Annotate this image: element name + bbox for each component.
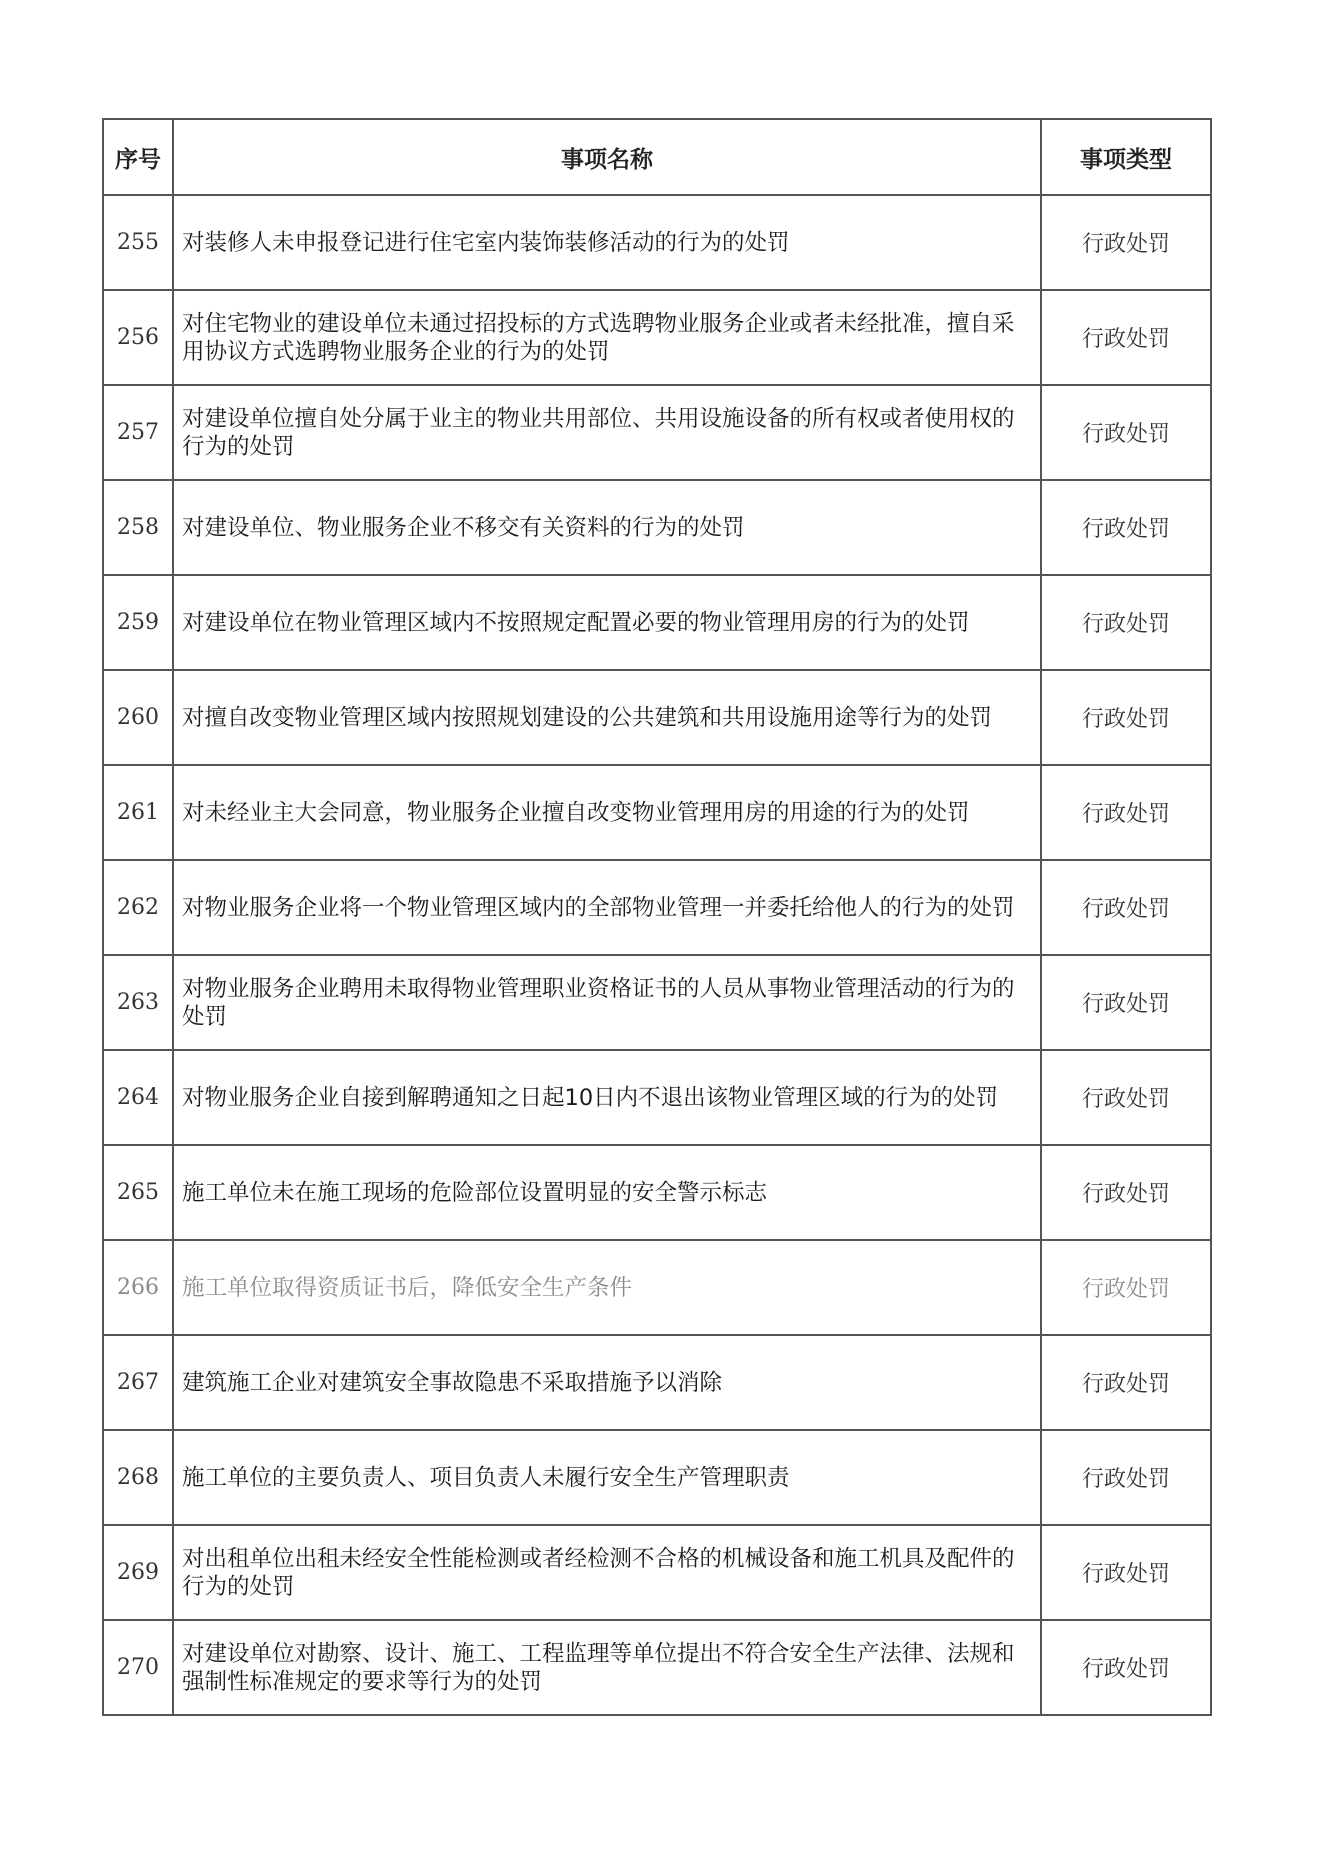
row-name: 对物业服务企业自接到解聘通知之日起10日内不退出该物业管理区域的行为的处罚 — [173, 1050, 1041, 1145]
header-type: 事项类型 — [1041, 119, 1211, 195]
table-row — [103, 1525, 1211, 1620]
table-row — [103, 1240, 1211, 1335]
row-no: 257 — [103, 385, 173, 480]
row-type: 行政处罚 — [1041, 1620, 1211, 1715]
row-no: 258 — [103, 480, 173, 575]
row-type: 行政处罚 — [1041, 290, 1211, 385]
row-name: 对物业服务企业将一个物业管理区域内的全部物业管理一并委托给他人的行为的处罚 — [173, 860, 1041, 955]
table-row — [103, 765, 1211, 860]
row-no: 269 — [103, 1525, 173, 1620]
row-name: 对物业服务企业聘用未取得物业管理职业资格证书的人员从事物业管理活动的行为的处罚 — [173, 955, 1041, 1050]
row-no: 263 — [103, 955, 173, 1050]
row-type: 行政处罚 — [1041, 860, 1211, 955]
table-row — [103, 1430, 1211, 1525]
row-name: 对住宅物业的建设单位未通过招投标的方式选聘物业服务企业或者未经批准，擅自采用协议方式选聘物业服务企业的行为的处罚 — [173, 290, 1041, 385]
table-row — [103, 955, 1211, 1050]
table-row — [103, 1335, 1211, 1430]
table-row — [103, 480, 1211, 575]
row-name: 建筑施工企业对建筑安全事故隐患不采取措施予以消除 — [173, 1335, 1041, 1430]
row-no: 255 — [103, 195, 173, 290]
table-row — [103, 290, 1211, 385]
row-no: 270 — [103, 1620, 173, 1715]
table-row — [103, 860, 1211, 955]
table-header-row — [103, 119, 1211, 195]
row-no: 264 — [103, 1050, 173, 1145]
row-name: 对未经业主大会同意，物业服务企业擅自改变物业管理用房的用途的行为的处罚 — [173, 765, 1041, 860]
row-type: 行政处罚 — [1041, 1430, 1211, 1525]
row-type: 行政处罚 — [1041, 1240, 1211, 1335]
row-name: 施工单位的主要负责人、项目负责人未履行安全生产管理职责 — [173, 1430, 1041, 1525]
table-row — [103, 1050, 1211, 1145]
row-name: 对建设单位擅自处分属于业主的物业共用部位、共用设施设备的所有权或者使用权的行为的处罚 — [173, 385, 1041, 480]
row-name: 对建设单位、物业服务企业不移交有关资料的行为的处罚 — [173, 480, 1041, 575]
row-no: 265 — [103, 1145, 173, 1240]
row-type: 行政处罚 — [1041, 1335, 1211, 1430]
row-type: 行政处罚 — [1041, 385, 1211, 480]
row-type: 行政处罚 — [1041, 195, 1211, 290]
table-row — [103, 385, 1211, 480]
row-no: 260 — [103, 670, 173, 765]
matters-table — [102, 118, 1212, 1716]
row-type: 行政处罚 — [1041, 480, 1211, 575]
row-name: 对出租单位出租未经安全性能检测或者经检测不合格的机械设备和施工机具及配件的行为的处罚 — [173, 1525, 1041, 1620]
row-no: 259 — [103, 575, 173, 670]
row-name: 对擅自改变物业管理区域内按照规划建设的公共建筑和共用设施用途等行为的处罚 — [173, 670, 1041, 765]
row-no: 266 — [103, 1240, 173, 1335]
row-no: 267 — [103, 1335, 173, 1430]
row-type: 行政处罚 — [1041, 1050, 1211, 1145]
document-page — [102, 118, 1210, 1716]
row-no: 262 — [103, 860, 173, 955]
row-name: 对建设单位对勘察、设计、施工、工程监理等单位提出不符合安全生产法律、法规和强制性标准规定的要求等行为的处罚 — [173, 1620, 1041, 1715]
row-type: 行政处罚 — [1041, 670, 1211, 765]
row-name: 对装修人未申报登记进行住宅室内装饰装修活动的行为的处罚 — [173, 195, 1041, 290]
header-no: 序号 — [103, 119, 173, 195]
table-row — [103, 195, 1211, 290]
row-type: 行政处罚 — [1041, 1525, 1211, 1620]
row-no: 268 — [103, 1430, 173, 1525]
row-name: 对建设单位在物业管理区域内不按照规定配置必要的物业管理用房的行为的处罚 — [173, 575, 1041, 670]
table-row — [103, 670, 1211, 765]
row-name: 施工单位未在施工现场的危险部位设置明显的安全警示标志 — [173, 1145, 1041, 1240]
row-type: 行政处罚 — [1041, 575, 1211, 670]
table-row — [103, 1145, 1211, 1240]
row-no: 261 — [103, 765, 173, 860]
row-name: 施工单位取得资质证书后，降低安全生产条件 — [173, 1240, 1041, 1335]
table-row — [103, 1620, 1211, 1715]
header-name: 事项名称 — [173, 119, 1041, 195]
row-type: 行政处罚 — [1041, 765, 1211, 860]
row-type: 行政处罚 — [1041, 1145, 1211, 1240]
row-no: 256 — [103, 290, 173, 385]
row-type: 行政处罚 — [1041, 955, 1211, 1050]
table-row — [103, 575, 1211, 670]
